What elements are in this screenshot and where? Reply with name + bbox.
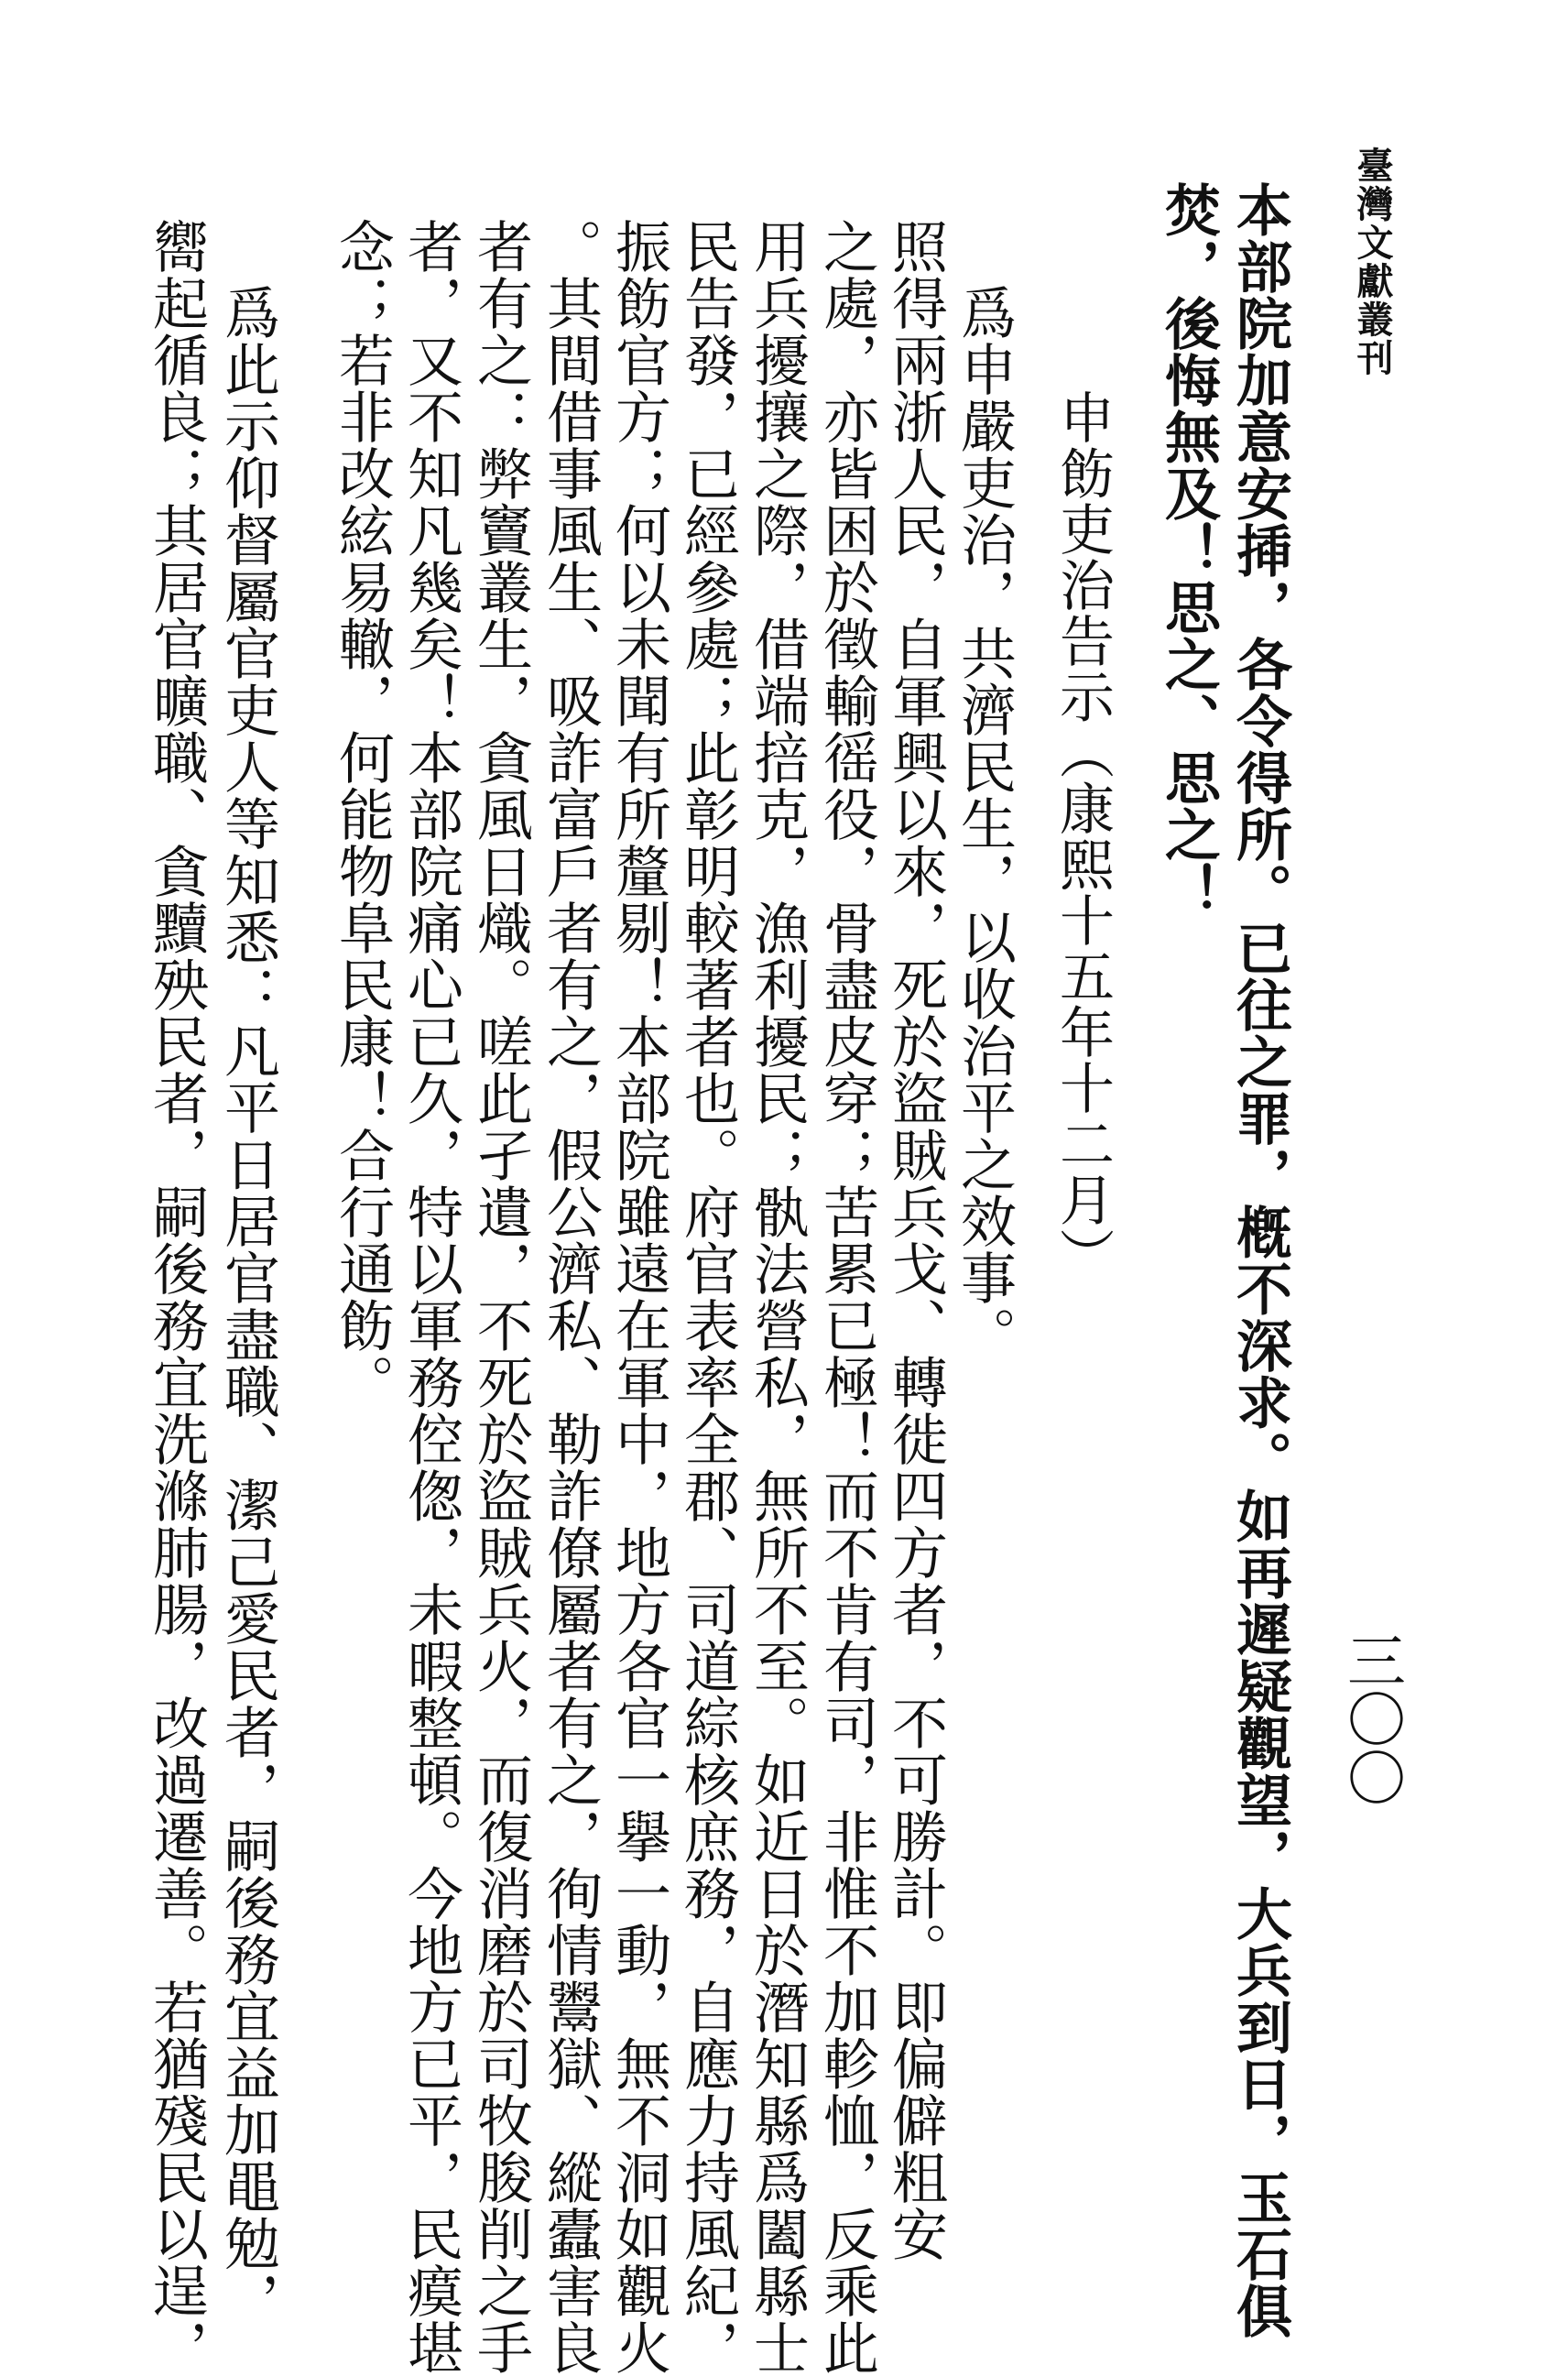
text-column-1: 本部院加意安揷，各令得所。已往之罪，槪不深求。如再遲疑觀望，大兵到日，玉石俱 bbox=[1227, 181, 1292, 2339]
text-column-14: 爲此示仰督屬官吏人等知悉：凡平日居官盡職、潔己愛民者，嗣後務宜益加黽勉， bbox=[215, 284, 280, 2328]
text-column-6: 之處，亦皆困於徵輸徭役，骨盡皮穿；苦累已極！而不肯有司，非惟不加軫恤，反乘此 bbox=[814, 218, 879, 2376]
page-number: 三〇〇 bbox=[1337, 1630, 1405, 1806]
text-column-4: 爲申嚴吏治，共濟民生，以收治平之效事。 bbox=[952, 284, 1017, 1363]
text-column-15: 嚮起循良；其居官曠職、貪黷殃民者，嗣後務宜洗滌肺腸，改過遷善。若猶殘民以逞， bbox=[144, 218, 209, 2376]
running-title: 臺灣文獻叢刊 bbox=[1351, 147, 1394, 377]
text-column-10: 。其間借事風生、吸詐富戶者有之，假公濟私、勒詐僚屬者有之，徇情鬻獄、縱蠹害良 bbox=[538, 218, 603, 2376]
notice-title: 申飭吏治告示（康熙十五年十二月） bbox=[1051, 389, 1115, 1283]
text-column-13: 念；若非改絃易轍，何能物阜民康！合行通飭。 bbox=[330, 218, 395, 1411]
text-column-11: 者有之：弊竇叢生，貪風日熾。嗟此孑遺，不死於盜賊兵火，而復消磨於司牧朘削之手 bbox=[468, 218, 533, 2376]
text-column-12: 者，又不知凡幾矣！本部院痛心已久，特以軍務倥偬，未暇整頓。今地方已平，民瘼堪 bbox=[398, 218, 463, 2376]
text-column-8: 民告發，已經參處；此彰明較著者也。府官表率全郡、司道綜核庶務，自應力持風紀， bbox=[675, 218, 740, 2376]
text-column-9: 振飭官方；何以未聞有所釐剔！本部院雖遠在軍中，地方各官一擧一動，無不洞如觀火 bbox=[606, 218, 671, 2376]
text-column-2: 焚，後悔無及！思之、思之！ bbox=[1156, 181, 1221, 920]
text-column-7: 用兵擾攘之際，借端掊克，漁利擾民；骫法營私，無所不至。如近日於潛知縣爲闔縣士 bbox=[745, 218, 810, 2376]
text-column-5: 照得兩浙人民，自軍興以來，死於盜賊兵戈、轉徙四方者，不可勝計。即偏僻粗安 bbox=[883, 218, 948, 2262]
